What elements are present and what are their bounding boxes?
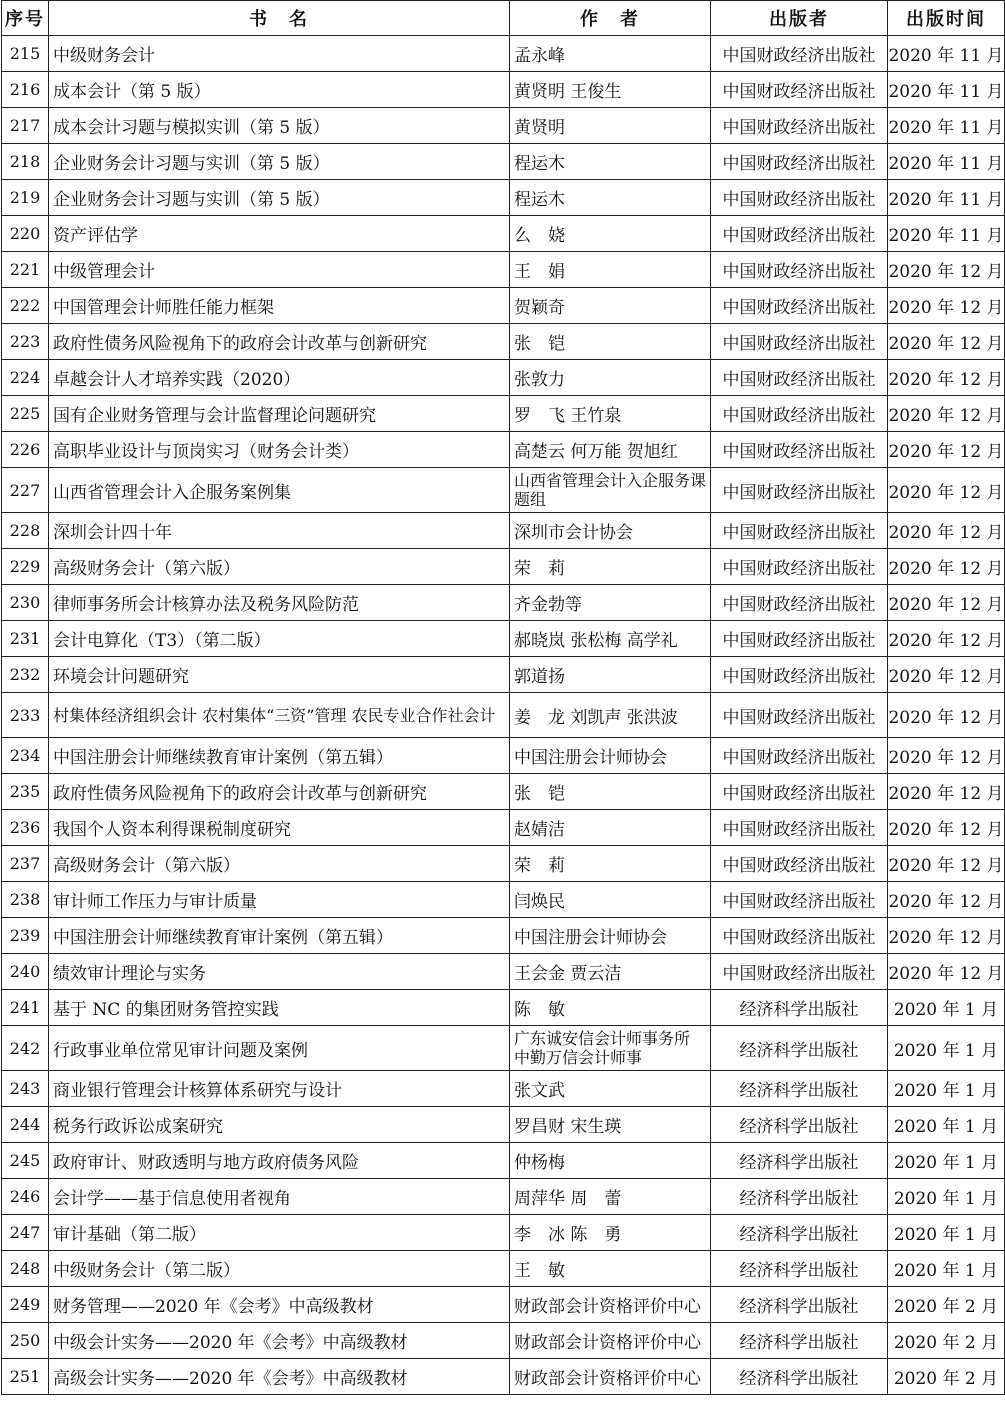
table-row — [2, 621, 1005, 657]
book-publisher: 中国财政经济出版社 — [711, 288, 888, 324]
table-row — [2, 144, 1005, 180]
table-row — [2, 1026, 1005, 1071]
publish-date: 2020 年 12 月 — [888, 432, 1005, 468]
book-publisher: 中国财政经济出版社 — [711, 882, 888, 918]
book-title: 政府性债务风险视角下的政府会计改革与创新研究 — [49, 774, 510, 810]
book-title: 山西省管理会计入企服务案例集 — [49, 468, 510, 513]
table-row — [2, 432, 1005, 468]
row-number: 232 — [2, 657, 49, 693]
book-publisher: 中国财政经济出版社 — [711, 144, 888, 180]
publish-date: 2020 年 1 月 — [888, 1251, 1005, 1287]
publish-date: 2020 年 11 月 — [888, 180, 1005, 216]
publish-date: 2020 年 11 月 — [888, 36, 1005, 72]
book-author: 张文武 — [510, 1071, 711, 1107]
row-number: 249 — [2, 1287, 49, 1323]
book-author: 齐金勃等 — [510, 585, 711, 621]
book-author: 深圳市会计协会 — [510, 513, 711, 549]
row-number: 220 — [2, 216, 49, 252]
row-number: 222 — [2, 288, 49, 324]
publish-date: 2020 年 12 月 — [888, 549, 1005, 585]
table-row — [2, 1179, 1005, 1215]
publish-date: 2020 年 12 月 — [888, 324, 1005, 360]
table-row — [2, 1215, 1005, 1251]
publish-date: 2020 年 12 月 — [888, 252, 1005, 288]
table-row — [2, 513, 1005, 549]
row-number: 234 — [2, 738, 49, 774]
table-row — [2, 549, 1005, 585]
row-number: 241 — [2, 990, 49, 1026]
publish-date: 2020 年 12 月 — [888, 918, 1005, 954]
book-author: 仲杨梅 — [510, 1143, 711, 1179]
book-author: 王 敏 — [510, 1251, 711, 1287]
table-row — [2, 918, 1005, 954]
book-publisher: 中国财政经济出版社 — [711, 774, 888, 810]
book-author: 中国注册会计师协会 — [510, 738, 711, 774]
book-title: 高级会计实务——2020 年《会考》中高级教材 — [49, 1359, 510, 1395]
book-publisher: 经济科学出版社 — [711, 1287, 888, 1323]
book-publisher: 中国财政经济出版社 — [711, 585, 888, 621]
table-row — [2, 657, 1005, 693]
book-title: 国有企业财务管理与会计监督理论问题研究 — [49, 396, 510, 432]
publish-date: 2020 年 1 月 — [888, 1107, 1005, 1143]
table-row — [2, 810, 1005, 846]
book-author: 广东诚安信会计师事务所 中勤万信会计师事 — [510, 1026, 711, 1071]
publish-date: 2020 年 12 月 — [888, 468, 1005, 513]
row-number: 215 — [2, 36, 49, 72]
row-number: 218 — [2, 144, 49, 180]
book-title: 税务行政诉讼成案研究 — [49, 1107, 510, 1143]
publish-date: 2020 年 1 月 — [888, 1026, 1005, 1071]
book-title: 政府性债务风险视角下的政府会计改革与创新研究 — [49, 324, 510, 360]
row-number: 221 — [2, 252, 49, 288]
book-author: 罗 飞 王竹泉 — [510, 396, 711, 432]
book-title: 中级管理会计 — [49, 252, 510, 288]
header-author: 作 者 — [510, 1, 711, 36]
table-row — [2, 360, 1005, 396]
book-author: 高楚云 何万能 贺旭红 — [510, 432, 711, 468]
row-number: 237 — [2, 846, 49, 882]
book-author: 程运木 — [510, 144, 711, 180]
table-row — [2, 108, 1005, 144]
row-number: 242 — [2, 1026, 49, 1071]
table-row — [2, 252, 1005, 288]
book-publisher: 中国财政经济出版社 — [711, 549, 888, 585]
book-author: 黄贤明 — [510, 108, 711, 144]
book-publisher: 中国财政经济出版社 — [711, 216, 888, 252]
row-number: 248 — [2, 1251, 49, 1287]
table-row — [2, 693, 1005, 738]
publish-date: 2020 年 12 月 — [888, 693, 1005, 738]
row-number: 247 — [2, 1215, 49, 1251]
table-row — [2, 882, 1005, 918]
table-row — [2, 216, 1005, 252]
book-publisher: 中国财政经济出版社 — [711, 846, 888, 882]
row-number: 233 — [2, 693, 49, 738]
book-title: 商业银行管理会计核算体系研究与设计 — [49, 1071, 510, 1107]
book-title: 企业财务会计习题与实训（第 5 版） — [49, 180, 510, 216]
publish-date: 2020 年 1 月 — [888, 1143, 1005, 1179]
table-body — [2, 36, 1005, 1395]
row-number: 225 — [2, 396, 49, 432]
book-title: 高职毕业设计与顶岗实习（财务会计类） — [49, 432, 510, 468]
book-title: 我国个人资本利得课税制度研究 — [49, 810, 510, 846]
book-publisher: 经济科学出版社 — [711, 1215, 888, 1251]
book-title: 深圳会计四十年 — [49, 513, 510, 549]
publish-date: 2020 年 2 月 — [888, 1323, 1005, 1359]
publish-date: 2020 年 1 月 — [888, 1071, 1005, 1107]
book-publisher: 经济科学出版社 — [711, 1179, 888, 1215]
book-title: 财务管理——2020 年《会考》中高级教材 — [49, 1287, 510, 1323]
book-publisher: 中国财政经济出版社 — [711, 36, 888, 72]
publish-date: 2020 年 12 月 — [888, 882, 1005, 918]
book-author: 罗昌财 宋生瑛 — [510, 1107, 711, 1143]
book-title: 行政事业单位常见审计问题及案例 — [49, 1026, 510, 1071]
row-number: 226 — [2, 432, 49, 468]
header-no: 序号 — [2, 1, 49, 36]
book-title: 政府审计、财政透明与地方政府债务风险 — [49, 1143, 510, 1179]
row-number: 230 — [2, 585, 49, 621]
table-row — [2, 774, 1005, 810]
book-title: 卓越会计人才培养实践（2020） — [49, 360, 510, 396]
publish-date: 2020 年 1 月 — [888, 990, 1005, 1026]
book-publisher: 中国财政经济出版社 — [711, 108, 888, 144]
row-number: 227 — [2, 468, 49, 513]
book-title: 审计基础（第二版） — [49, 1215, 510, 1251]
table-row — [2, 990, 1005, 1026]
book-title: 资产评估学 — [49, 216, 510, 252]
book-title: 中国注册会计师继续教育审计案例（第五辑） — [49, 738, 510, 774]
book-title: 会计学——基于信息使用者视角 — [49, 1179, 510, 1215]
book-title: 村集体经济组织会计 农村集体“三资”管理 农民专业合作社会计 — [49, 693, 510, 738]
row-number: 244 — [2, 1107, 49, 1143]
publish-date: 2020 年 12 月 — [888, 585, 1005, 621]
publish-date: 2020 年 11 月 — [888, 144, 1005, 180]
publish-date: 2020 年 12 月 — [888, 954, 1005, 990]
row-number: 243 — [2, 1071, 49, 1107]
table-row — [2, 738, 1005, 774]
book-author: 王会金 贾云洁 — [510, 954, 711, 990]
book-author: 王 娟 — [510, 252, 711, 288]
publish-date: 2020 年 1 月 — [888, 1179, 1005, 1215]
book-title: 中级财务会计 — [49, 36, 510, 72]
row-number: 240 — [2, 954, 49, 990]
book-author: 赵婧洁 — [510, 810, 711, 846]
book-publisher: 中国财政经济出版社 — [711, 468, 888, 513]
publish-date: 2020 年 1 月 — [888, 1215, 1005, 1251]
table-row — [2, 36, 1005, 72]
publish-date: 2020 年 2 月 — [888, 1359, 1005, 1395]
table-row — [2, 846, 1005, 882]
book-title: 成本会计（第 5 版） — [49, 72, 510, 108]
row-number: 239 — [2, 918, 49, 954]
table-row — [2, 1287, 1005, 1323]
publish-date: 2020 年 11 月 — [888, 216, 1005, 252]
table-row — [2, 468, 1005, 513]
row-number: 223 — [2, 324, 49, 360]
book-publisher: 经济科学出版社 — [711, 1323, 888, 1359]
table-row — [2, 72, 1005, 108]
book-author: 李 冰 陈 勇 — [510, 1215, 711, 1251]
book-author: 张 铠 — [510, 774, 711, 810]
table-row — [2, 1251, 1005, 1287]
publish-date: 2020 年 12 月 — [888, 621, 1005, 657]
publish-date: 2020 年 2 月 — [888, 1287, 1005, 1323]
book-publisher: 经济科学出版社 — [711, 1026, 888, 1071]
header-date: 出版时间 — [888, 1, 1005, 36]
row-number: 224 — [2, 360, 49, 396]
row-number: 236 — [2, 810, 49, 846]
publish-date: 2020 年 12 月 — [888, 288, 1005, 324]
book-publisher: 中国财政经济出版社 — [711, 738, 888, 774]
book-title: 环境会计问题研究 — [49, 657, 510, 693]
book-publisher: 中国财政经济出版社 — [711, 513, 888, 549]
book-publisher: 中国财政经济出版社 — [711, 72, 888, 108]
book-title: 基于 NC 的集团财务管控实践 — [49, 990, 510, 1026]
book-publisher: 中国财政经济出版社 — [711, 657, 888, 693]
book-author: 闫焕民 — [510, 882, 711, 918]
book-author: 荣 莉 — [510, 846, 711, 882]
book-title: 中国管理会计师胜任能力框架 — [49, 288, 510, 324]
book-author: 陈 敏 — [510, 990, 711, 1026]
publish-date: 2020 年 11 月 — [888, 108, 1005, 144]
table-row — [2, 1323, 1005, 1359]
book-author: 孟永峰 — [510, 36, 711, 72]
book-author: 张 铠 — [510, 324, 711, 360]
book-publisher: 中国财政经济出版社 — [711, 621, 888, 657]
table-row — [2, 396, 1005, 432]
book-title: 会计电算化（T3）（第二版） — [49, 621, 510, 657]
publish-date: 2020 年 12 月 — [888, 396, 1005, 432]
publish-date: 2020 年 12 月 — [888, 513, 1005, 549]
row-number: 251 — [2, 1359, 49, 1395]
row-number: 235 — [2, 774, 49, 810]
table-row — [2, 1143, 1005, 1179]
book-author: 郝晓岚 张松梅 高学礼 — [510, 621, 711, 657]
row-number: 238 — [2, 882, 49, 918]
row-number: 246 — [2, 1179, 49, 1215]
book-publisher: 中国财政经济出版社 — [711, 360, 888, 396]
book-title: 中国注册会计师继续教育审计案例（第五辑） — [49, 918, 510, 954]
table-row — [2, 288, 1005, 324]
book-publisher: 经济科学出版社 — [711, 1251, 888, 1287]
table-row — [2, 1359, 1005, 1395]
book-publisher: 经济科学出版社 — [711, 990, 888, 1026]
book-publisher: 中国财政经济出版社 — [711, 180, 888, 216]
table-row — [2, 585, 1005, 621]
book-title: 中级会计实务——2020 年《会考》中高级教材 — [49, 1323, 510, 1359]
book-publisher: 中国财政经济出版社 — [711, 810, 888, 846]
row-number: 245 — [2, 1143, 49, 1179]
publish-date: 2020 年 12 月 — [888, 846, 1005, 882]
book-publisher: 经济科学出版社 — [711, 1107, 888, 1143]
book-publisher: 中国财政经济出版社 — [711, 324, 888, 360]
row-number: 229 — [2, 549, 49, 585]
book-publisher: 中国财政经济出版社 — [711, 954, 888, 990]
book-publisher: 中国财政经济出版社 — [711, 918, 888, 954]
book-author: 财政部会计资格评价中心 — [510, 1359, 711, 1395]
book-author: 么 娆 — [510, 216, 711, 252]
book-author: 中国注册会计师协会 — [510, 918, 711, 954]
book-publisher: 中国财政经济出版社 — [711, 693, 888, 738]
book-list-table — [1, 0, 1005, 1395]
publish-date: 2020 年 11 月 — [888, 72, 1005, 108]
book-author: 张敦力 — [510, 360, 711, 396]
book-publisher: 经济科学出版社 — [711, 1071, 888, 1107]
row-number: 217 — [2, 108, 49, 144]
row-number: 228 — [2, 513, 49, 549]
header-publisher: 出版者 — [711, 1, 888, 36]
book-author: 贺颖奇 — [510, 288, 711, 324]
table-row — [2, 1107, 1005, 1143]
book-publisher: 中国财政经济出版社 — [711, 432, 888, 468]
publish-date: 2020 年 12 月 — [888, 657, 1005, 693]
book-title: 成本会计习题与模拟实训（第 5 版） — [49, 108, 510, 144]
book-title: 审计师工作压力与审计质量 — [49, 882, 510, 918]
book-title: 高级财务会计（第六版） — [49, 549, 510, 585]
book-title: 律师事务所会计核算办法及税务风险防范 — [49, 585, 510, 621]
book-publisher: 中国财政经济出版社 — [711, 252, 888, 288]
table-row — [2, 180, 1005, 216]
publish-date: 2020 年 12 月 — [888, 810, 1005, 846]
book-author: 黄贤明 王俊生 — [510, 72, 711, 108]
book-publisher: 中国财政经济出版社 — [711, 396, 888, 432]
book-author: 山西省管理会计入企服务课题组 — [510, 468, 711, 513]
publish-date: 2020 年 12 月 — [888, 738, 1005, 774]
book-author: 财政部会计资格评价中心 — [510, 1287, 711, 1323]
book-author: 郭道扬 — [510, 657, 711, 693]
book-title: 企业财务会计习题与实训（第 5 版） — [49, 144, 510, 180]
header-row — [2, 1, 1005, 36]
book-title: 绩效审计理论与实务 — [49, 954, 510, 990]
book-publisher: 经济科学出版社 — [711, 1359, 888, 1395]
row-number: 250 — [2, 1323, 49, 1359]
row-number: 231 — [2, 621, 49, 657]
publish-date: 2020 年 12 月 — [888, 774, 1005, 810]
publish-date: 2020 年 12 月 — [888, 360, 1005, 396]
book-title: 中级财务会计（第二版） — [49, 1251, 510, 1287]
book-author: 财政部会计资格评价中心 — [510, 1323, 711, 1359]
book-publisher: 经济科学出版社 — [711, 1143, 888, 1179]
row-number: 216 — [2, 72, 49, 108]
book-author: 荣 莉 — [510, 549, 711, 585]
header-title: 书 名 — [49, 1, 510, 36]
table-row — [2, 1071, 1005, 1107]
book-author: 程运木 — [510, 180, 711, 216]
row-number: 219 — [2, 180, 49, 216]
book-title: 高级财务会计（第六版） — [49, 846, 510, 882]
book-author: 周萍华 周 蕾 — [510, 1179, 711, 1215]
table-row — [2, 324, 1005, 360]
table-row — [2, 954, 1005, 990]
book-author: 姜 龙 刘凯声 张洪波 — [510, 693, 711, 738]
